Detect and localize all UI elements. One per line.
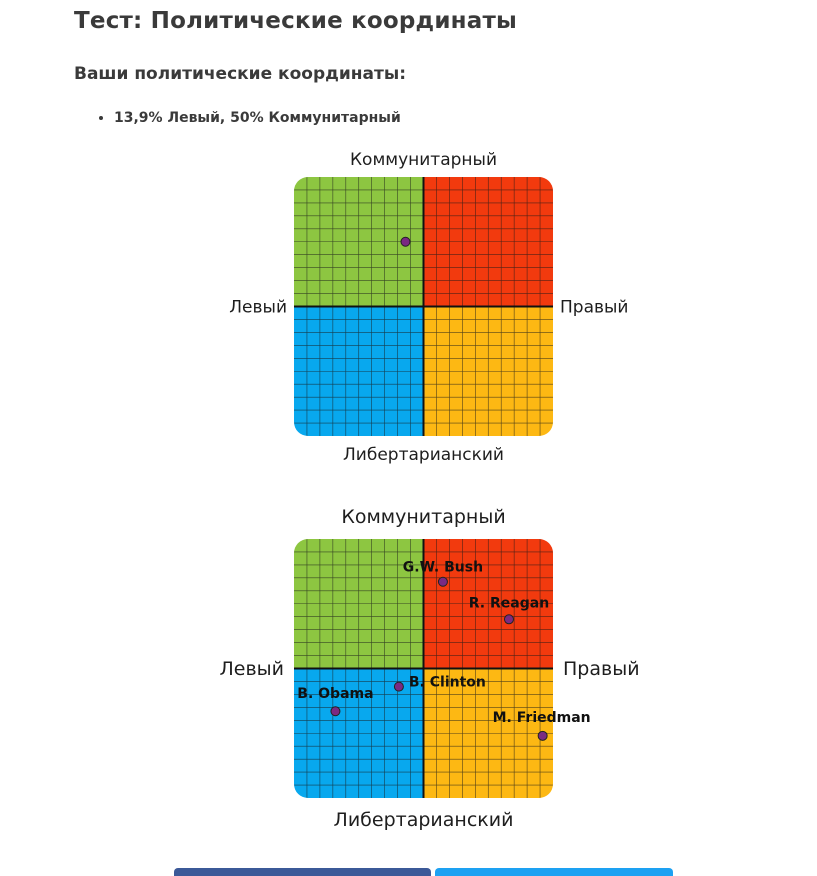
reference-political-compass [0,498,817,843]
compass-point [331,707,340,716]
user-political-compass [0,140,817,470]
axis-label-right: Правый [560,297,629,318]
compass-point [401,237,410,246]
axis-label-left: Левый [229,297,287,318]
compass-point [438,577,447,586]
compass-point-label: M. Friedman [492,709,591,726]
compass-point [504,615,513,624]
compass-point [538,731,547,740]
axis-label-left: Левый [219,658,284,681]
axis-label-top: Коммунитарный [349,150,498,170]
result-item: • 13,9% Левый, 50% Коммунитарный [114,106,401,130]
compass-quadrants [294,539,553,798]
axis-label-bottom: Либертарианский [333,809,514,831]
result-list [74,106,401,130]
axis-label-bottom: Либертарианский [343,445,504,465]
axis-label-top: Коммунитарный [341,506,506,528]
compass-point-label: R. Reagan [468,595,550,612]
compass-quadrants [294,177,553,436]
page-title: Тест: Политические координаты [74,8,517,34]
compass-point-label: B. Obama [297,686,374,703]
compass-point-label: G.W. Bush [402,559,484,576]
compass-point [394,682,403,691]
share-twitter-button[interactable] [435,868,673,876]
share-facebook-button[interactable] [174,868,431,876]
results-subtitle: Ваши политические координаты: [74,64,406,84]
compass-point-label: B. Clinton [408,674,486,691]
axis-label-right: Правый [563,658,640,681]
